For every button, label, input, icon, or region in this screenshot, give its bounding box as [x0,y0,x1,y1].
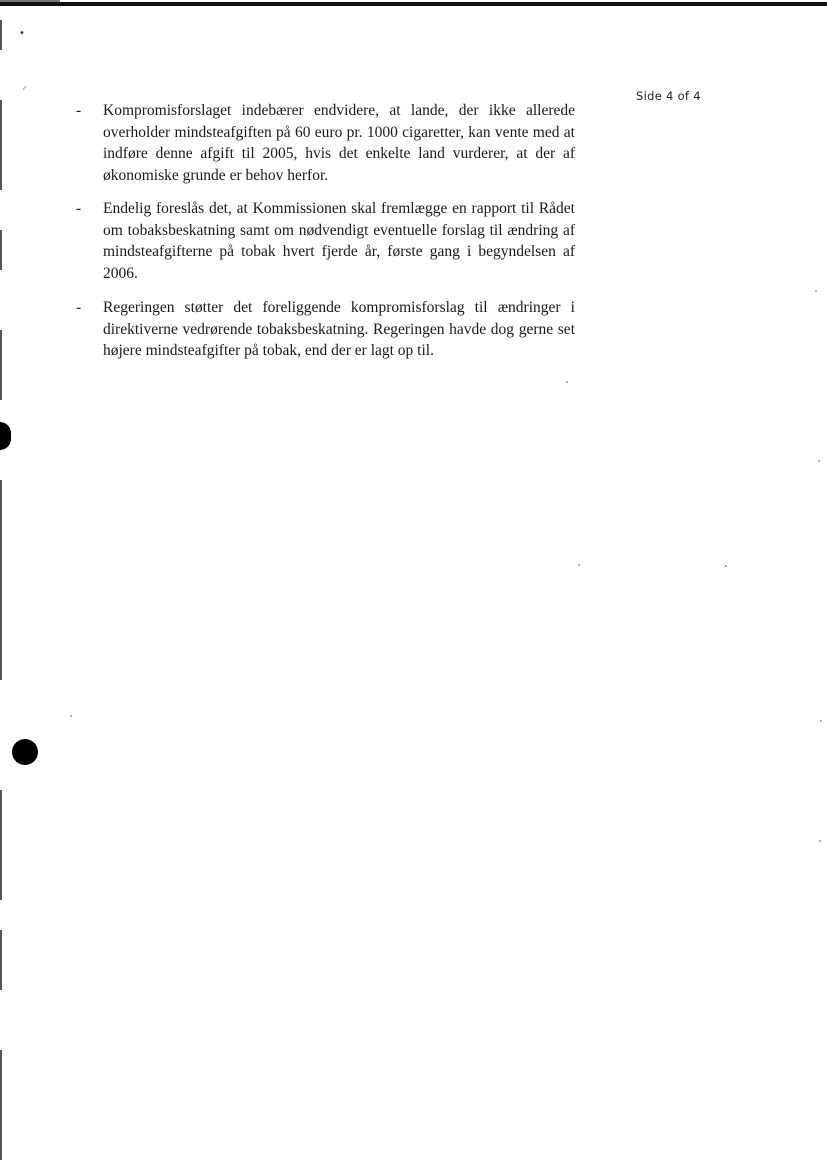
punch-hole-mark [0,422,11,450]
scan-speck: ⸝ [22,81,27,92]
scan-left-edge [0,930,2,990]
list-bullet: - [76,200,82,217]
scan-left-edge [0,1050,2,1160]
scan-speck [820,720,822,722]
scan-speck [818,460,820,462]
scan-left-edge [0,790,2,900]
scan-speck [566,381,568,383]
scan-left-edge [0,330,2,400]
scan-speck [70,715,72,717]
scan-speck [819,840,821,842]
scan-left-edge [0,480,2,680]
list-item-text: Regeringen støtter det foreliggende kompromisforslag til ændringer i direktiverne vedrørende tobaksbeskatning. Regeringen havde dog gerne set højere mindsteafgifter på tobak, end der er lagt op til. [103,299,575,359]
scan-speck [815,290,817,292]
scan-speck [725,565,727,567]
list-bullet: - [76,102,82,119]
list-item-text: Kompromisforslaget indebærer endvidere, at lande, der ikke allerede overholder mindsteafgiften på 60 euro pr. 1000 cigaretter, kan vente med at indføre denne afgift til 2005, hvis det enkelte land vurderer, at der af økonomiske grunde er behov herfor. [103,102,575,184]
scan-left-edge [0,20,2,50]
punch-hole-mark [12,739,38,765]
scan-top-rule [0,2,827,6]
scan-left-edge [0,230,2,270]
scan-left-edge [0,100,2,190]
list-item-text: Endelig foreslås det, at Kommissionen skal fremlægge en rapport til Rådet om tobaksbeskatning samt om nødvendigt eventuelle forslag til ændring af mindsteafgifterne på tobak hvert fjerde år, første gang i begyndelsen af 2006. [103,200,575,282]
page-indicator: Side 4 of 4 [636,89,701,103]
scan-speck: • [19,28,25,39]
scan-speck [578,564,580,566]
list-bullet: - [76,299,82,316]
